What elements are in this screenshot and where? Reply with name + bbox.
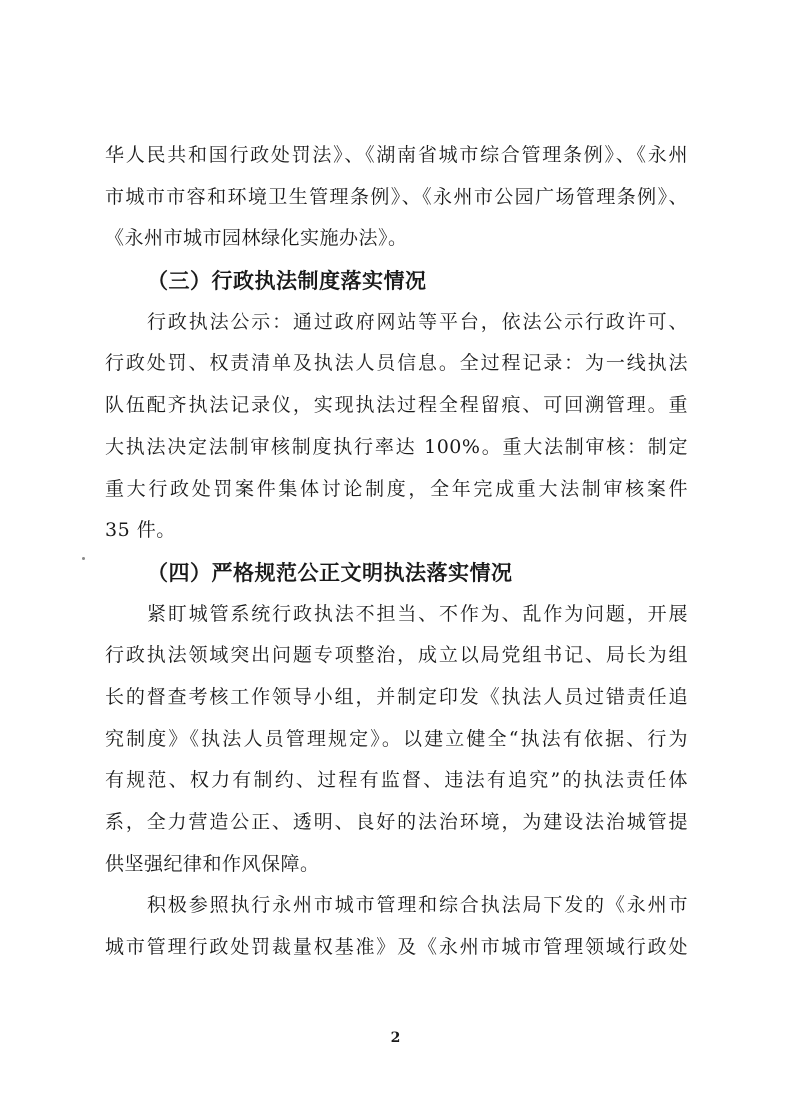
text-line: 华人民共和国行政处罚法》、《湖南省城市综合管理条例》、《永州 — [105, 144, 688, 166]
text-line: 长的督查考核工作领导小组，并制定印发《执法人员过错责任追 — [105, 685, 688, 708]
text-line: 积极参照执行永州市城市管理和综合执法局下发的《永州市 — [147, 894, 688, 917]
text-line: 系，全力营造公正、透明、良好的法治环境，为建设法治城管提 — [105, 811, 688, 833]
text-line: 行政执法领域突出问题专项整治，成立以局党组书记、局长为组 — [105, 644, 688, 667]
text-line: 紧盯城管系统行政执法不担当、不作为、乱作为问题，开展 — [147, 602, 688, 625]
text-line: 35 件。 — [105, 519, 176, 542]
text-line: 行政执法公示：通过政府网站等平台，依法公示行政许可、 — [147, 310, 688, 333]
text-line: 《永州市城市园林绿化实施办法》。 — [105, 227, 408, 250]
page-body — [105, 135, 688, 969]
text-line: 大执法决定法制审核制度执行率达 100%。重大法制审核：制定 — [105, 435, 688, 458]
page-number: 2 — [390, 1030, 401, 1046]
text-line: 城市管理行政处罚裁量权基准》及《永州市城市管理领域行政处 — [105, 936, 688, 959]
text-line: 行政处罚、权责清单及执法人员信息。全过程记录：为一线执法 — [105, 352, 688, 375]
section-heading: （三）行政执法制度落实情况 — [147, 268, 427, 294]
text-line: 究制度》《执法人员管理规定》。以建立健全“执法有依据、行为 — [105, 727, 688, 750]
text-line: 供坚强纪律和作风保障。 — [105, 852, 320, 875]
text-line: 有规范、权力有制约、过程有监督、违法有追究”的执法责任体 — [105, 769, 688, 792]
text-line: 重大行政处罚案件集体讨论制度，全年完成重大法制审核案件 — [105, 477, 688, 500]
text-line: 市城市市容和环境卫生管理条例》、《永州市公园广场管理条例》、 — [105, 185, 688, 208]
scan-artifact-dot — [82, 557, 85, 560]
text-line: 队伍配齐执法记录仪，实现执法过程全程留痕、可回溯管理。重 — [105, 394, 688, 417]
section-heading: （四）严格规范公正文明执法落实情况 — [147, 559, 513, 585]
